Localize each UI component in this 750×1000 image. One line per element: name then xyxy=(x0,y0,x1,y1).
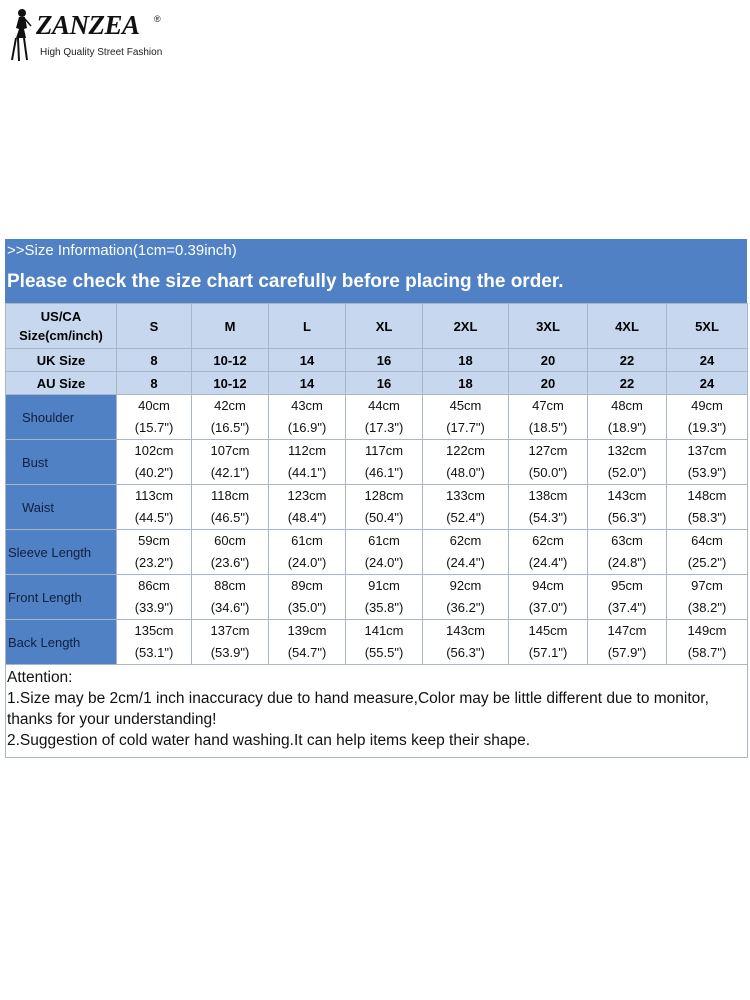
measurement-cell xyxy=(269,575,346,620)
cm-value: 128cm xyxy=(364,488,404,503)
cm-value: 143cm xyxy=(607,488,647,503)
au-size-cell: 16 xyxy=(346,372,423,395)
brand-name: ZANZEA xyxy=(36,10,140,40)
au-size-cell: 10-12 xyxy=(192,372,269,395)
inch-value: (18.9") xyxy=(607,420,647,435)
measurement-cell xyxy=(588,485,667,530)
measurement-cell xyxy=(117,485,192,530)
measurement-cell xyxy=(423,620,509,665)
inch-value: (58.3") xyxy=(687,510,727,525)
cm-value: 42cm xyxy=(214,398,246,413)
au-size-row xyxy=(6,372,748,395)
inch-value: (54.7") xyxy=(287,645,327,660)
cm-value: 91cm xyxy=(368,578,400,593)
measurement-label: Waist xyxy=(6,485,117,530)
uk-size-cell: 14 xyxy=(269,349,346,372)
measurement-cell xyxy=(423,440,509,485)
inch-value: (37.0") xyxy=(528,600,568,615)
cm-value: 59cm xyxy=(138,533,170,548)
measurement-cell xyxy=(346,575,423,620)
cm-value: 40cm xyxy=(138,398,170,413)
uk-size-label: UK Size xyxy=(6,349,117,372)
cm-value: 123cm xyxy=(287,488,327,503)
cm-value: 113cm xyxy=(134,488,174,503)
au-size-cell: 8 xyxy=(117,372,192,395)
cm-value: 102cm xyxy=(134,443,174,458)
measurement-cell xyxy=(509,395,588,440)
cm-value: 137cm xyxy=(210,623,250,638)
inch-value: (40.2") xyxy=(134,465,174,480)
cm-value: 118cm xyxy=(210,488,250,503)
inch-value: (34.6") xyxy=(210,600,250,615)
measurement-cell xyxy=(509,440,588,485)
inch-value: (52.0") xyxy=(607,465,647,480)
measurement-cell xyxy=(269,440,346,485)
cm-value: 95cm xyxy=(611,578,643,593)
size-table xyxy=(5,303,748,665)
measurement-cell xyxy=(346,395,423,440)
measurement-row xyxy=(6,485,748,530)
measurement-cell xyxy=(509,530,588,575)
us-size-cell: 3XL xyxy=(509,304,588,349)
measurement-label: Bust xyxy=(6,440,117,485)
cm-value: 63cm xyxy=(611,533,643,548)
cm-value: 133cm xyxy=(445,488,486,503)
us-size-cell: 4XL xyxy=(588,304,667,349)
cm-value: 49cm xyxy=(691,398,723,413)
us-size-cell: S xyxy=(117,304,192,349)
measurement-cell xyxy=(192,620,269,665)
inch-value: (17.7") xyxy=(446,420,485,435)
inch-value: (16.9") xyxy=(287,420,327,435)
cm-value: 122cm xyxy=(445,443,486,458)
cm-value: 107cm xyxy=(210,443,250,458)
inch-value: (24.4") xyxy=(446,555,485,570)
measurement-cell xyxy=(192,485,269,530)
uk-size-cell: 16 xyxy=(346,349,423,372)
us-size-cell: M xyxy=(192,304,269,349)
inch-value: (23.6") xyxy=(210,555,250,570)
inch-value: (53.9") xyxy=(687,465,727,480)
measurement-cell xyxy=(346,530,423,575)
measurement-cell xyxy=(192,395,269,440)
au-size-cell: 22 xyxy=(588,372,667,395)
cm-value: 61cm xyxy=(368,533,400,548)
measurement-cell xyxy=(423,485,509,530)
inch-value: (48.0") xyxy=(446,465,485,480)
inch-value: (42.1") xyxy=(210,465,250,480)
cm-value: 44cm xyxy=(368,398,400,413)
cm-value: 62cm xyxy=(532,533,564,548)
measurement-row xyxy=(6,620,748,665)
measurement-label: Back Length xyxy=(6,620,117,665)
us-size-cell: 5XL xyxy=(667,304,748,349)
cm-value: 88cm xyxy=(214,578,246,593)
cm-value: 141cm xyxy=(364,623,404,638)
cm-value: 149cm xyxy=(687,623,727,638)
us-size-cell: XL xyxy=(346,304,423,349)
registered-mark: ® xyxy=(154,14,161,24)
us-size-cell: 2XL xyxy=(423,304,509,349)
inch-value: (16.5") xyxy=(210,420,250,435)
attention-line-3: 2.Suggestion of cold water hand washing.It can help items keep their shape. xyxy=(7,732,531,749)
cm-value: 86cm xyxy=(138,578,170,593)
measurement-cell xyxy=(117,440,192,485)
brand-logo xyxy=(6,6,166,62)
uk-size-cell: 18 xyxy=(423,349,509,372)
au-size-cell: 18 xyxy=(423,372,509,395)
inch-value: (23.2") xyxy=(134,555,174,570)
uk-size-cell: 20 xyxy=(509,349,588,372)
cm-value: 137cm xyxy=(687,443,727,458)
cm-value: 143cm xyxy=(445,623,486,638)
measurement-cell xyxy=(269,485,346,530)
au-size-cell: 20 xyxy=(509,372,588,395)
inch-value: (35.0") xyxy=(287,600,327,615)
measurement-cell xyxy=(588,620,667,665)
inch-value: (44.5") xyxy=(134,510,174,525)
measurement-row xyxy=(6,530,748,575)
measurement-cell xyxy=(346,485,423,530)
cm-value: 138cm xyxy=(528,488,568,503)
inch-value: (15.7") xyxy=(134,420,174,435)
measurement-cell xyxy=(667,575,748,620)
measurement-cell xyxy=(667,530,748,575)
cm-value: 147cm xyxy=(607,623,647,638)
cm-value: 48cm xyxy=(611,398,643,413)
measurement-cell xyxy=(192,440,269,485)
measurement-cell xyxy=(192,530,269,575)
uk-size-cell: 22 xyxy=(588,349,667,372)
size-check-notice: Please check the size chart carefully before placing the order. xyxy=(7,271,564,292)
cm-value: 148cm xyxy=(687,488,727,503)
fashion-figure-icon xyxy=(8,8,34,62)
inch-value: (24.0") xyxy=(287,555,327,570)
measurement-cell xyxy=(588,530,667,575)
inch-value: (38.2") xyxy=(687,600,727,615)
measurement-cell xyxy=(117,530,192,575)
inch-value: (55.5") xyxy=(364,645,404,660)
inch-value: (56.3") xyxy=(607,510,647,525)
uk-size-row xyxy=(6,349,748,372)
inch-value: (53.9") xyxy=(210,645,250,660)
inch-value: (58.7") xyxy=(687,645,727,660)
inch-value: (18.5") xyxy=(528,420,568,435)
au-size-cell: 14 xyxy=(269,372,346,395)
measurement-cell xyxy=(346,620,423,665)
measurement-cell xyxy=(117,620,192,665)
cm-value: 45cm xyxy=(449,398,482,413)
inch-value: (57.9") xyxy=(607,645,647,660)
cm-value: 127cm xyxy=(528,443,568,458)
measurement-row xyxy=(6,575,748,620)
size-table-body xyxy=(6,304,748,665)
size-info-banner xyxy=(5,239,747,303)
inch-value: (52.4") xyxy=(446,510,485,525)
measurement-cell xyxy=(667,395,748,440)
inch-value: (35.8") xyxy=(364,600,404,615)
measurement-cell xyxy=(423,395,509,440)
measurement-cell xyxy=(117,575,192,620)
attention-line-1: 1.Size may be 2cm/1 inch inaccuracy due to hand measure,Color may be little different due to monitor, xyxy=(7,690,709,707)
measurement-row xyxy=(6,395,748,440)
uk-size-cell: 8 xyxy=(117,349,192,372)
uk-size-cell: 24 xyxy=(667,349,748,372)
measurement-cell xyxy=(588,440,667,485)
cm-value: 62cm xyxy=(449,533,482,548)
cm-value: 43cm xyxy=(291,398,323,413)
inch-value: (54.3") xyxy=(528,510,568,525)
cm-value: 145cm xyxy=(528,623,568,638)
size-chart xyxy=(5,239,747,758)
measurement-cell xyxy=(117,395,192,440)
us-size-row xyxy=(6,304,748,349)
cm-value: 47cm xyxy=(532,398,564,413)
measurement-cell xyxy=(509,620,588,665)
measurement-cell xyxy=(269,395,346,440)
measurement-row xyxy=(6,440,748,485)
inch-value: (44.1") xyxy=(287,465,327,480)
measurement-cell xyxy=(588,575,667,620)
attention-title: Attention: xyxy=(7,669,73,686)
au-size-cell: 24 xyxy=(667,372,748,395)
measurement-cell xyxy=(509,575,588,620)
inch-value: (19.3") xyxy=(687,420,727,435)
inch-value: (37.4") xyxy=(607,600,647,615)
measurement-cell xyxy=(423,530,509,575)
cm-value: 89cm xyxy=(291,578,323,593)
cm-value: 117cm xyxy=(364,443,404,458)
inch-value: (24.4") xyxy=(528,555,568,570)
inch-value: (48.4") xyxy=(287,510,327,525)
attention-note xyxy=(5,665,748,758)
cm-value: 64cm xyxy=(691,533,723,548)
measurement-cell xyxy=(269,530,346,575)
measurement-cell xyxy=(509,485,588,530)
cm-value: 61cm xyxy=(291,533,323,548)
cm-value: 139cm xyxy=(287,623,327,638)
inch-value: (24.0") xyxy=(364,555,404,570)
inch-value: (17.3") xyxy=(364,420,404,435)
inch-value: (57.1") xyxy=(528,645,568,660)
brand-tagline: High Quality Street Fashion xyxy=(40,47,163,58)
inch-value: (53.1") xyxy=(134,645,174,660)
measurement-cell xyxy=(667,485,748,530)
cm-value: 112cm xyxy=(287,443,327,458)
cm-value: 97cm xyxy=(691,578,723,593)
size-info-heading: >>Size Information(1cm=0.39inch) xyxy=(7,242,237,259)
inch-value: (33.9") xyxy=(134,600,174,615)
us-size-cell: L xyxy=(269,304,346,349)
measurement-cell xyxy=(667,440,748,485)
measurement-cell xyxy=(269,620,346,665)
cm-value: 132cm xyxy=(607,443,647,458)
measurement-cell xyxy=(588,395,667,440)
measurement-cell xyxy=(423,575,509,620)
inch-value: (56.3") xyxy=(446,645,485,660)
cm-value: 60cm xyxy=(214,533,246,548)
measurement-cell xyxy=(667,620,748,665)
us-size-label: US/CA Size(cm/inch) xyxy=(6,304,117,349)
au-size-label: AU Size xyxy=(6,372,117,395)
measurement-cell xyxy=(346,440,423,485)
uk-size-cell: 10-12 xyxy=(192,349,269,372)
inch-value: (24.8") xyxy=(607,555,647,570)
inch-value: (50.4") xyxy=(364,510,404,525)
measurement-label: Front Length xyxy=(6,575,117,620)
inch-value: (46.1") xyxy=(364,465,404,480)
inch-value: (46.5") xyxy=(210,510,250,525)
inch-value: (25.2") xyxy=(687,555,727,570)
measurement-label: Shoulder xyxy=(6,395,117,440)
measurement-label: Sleeve Length xyxy=(6,530,117,575)
inch-value: (36.2") xyxy=(446,600,485,615)
cm-value: 94cm xyxy=(532,578,564,593)
cm-value: 92cm xyxy=(449,578,482,593)
cm-value: 135cm xyxy=(134,623,174,638)
attention-line-2: thanks for your understanding! xyxy=(7,711,217,728)
measurement-cell xyxy=(192,575,269,620)
inch-value: (50.0") xyxy=(528,465,568,480)
